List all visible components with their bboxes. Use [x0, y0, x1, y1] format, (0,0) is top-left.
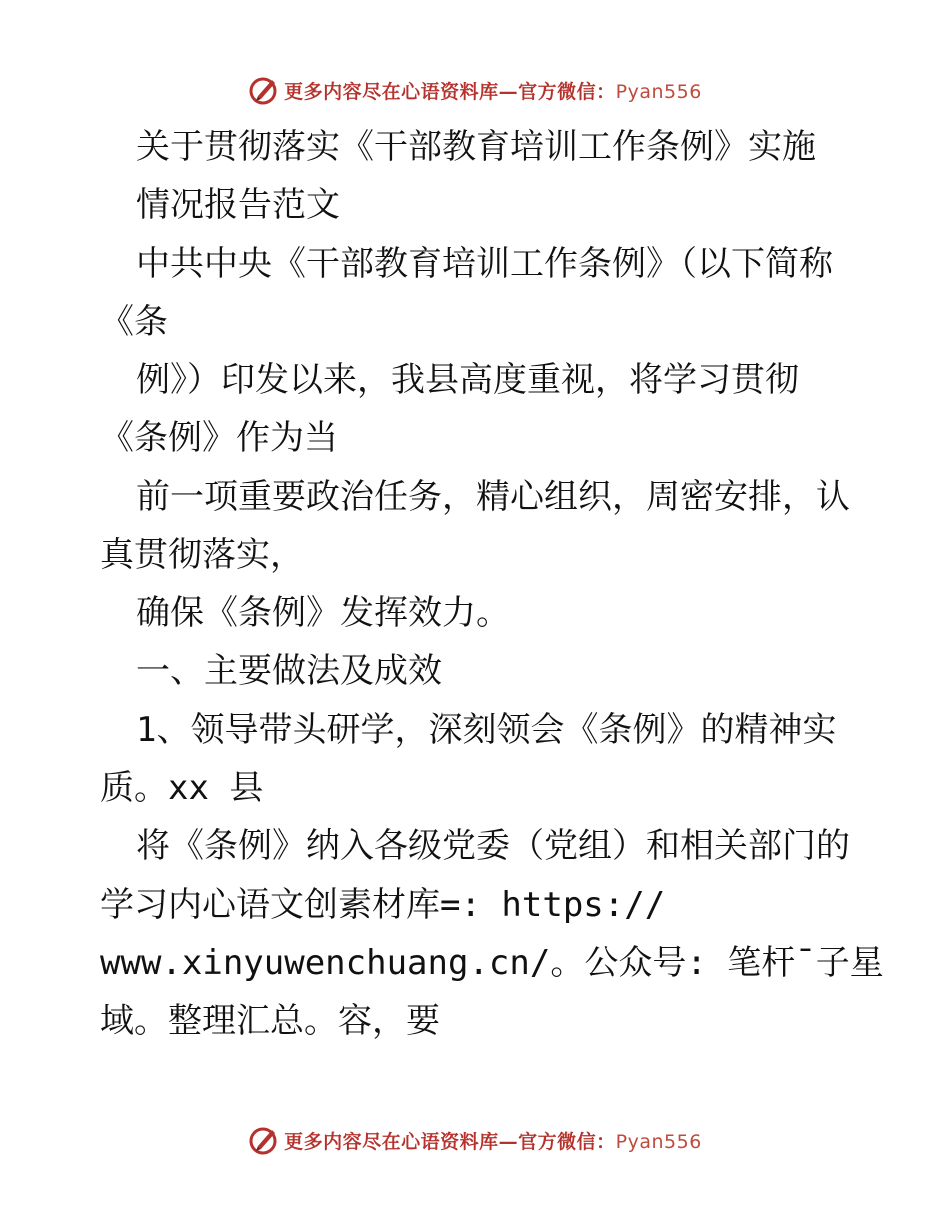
banner-text: 更多内容尽在心语资料库—官方微信：: [284, 80, 616, 103]
text-line: 域。整理汇总。容，要: [100, 1001, 440, 1041]
banner-handle: Pyan556: [615, 80, 702, 103]
text-line: 前一项重要政治任务，精心组织，周密安排，认: [136, 477, 850, 517]
pen-logo-icon: [248, 74, 280, 106]
text-line: www.xinyuwenchuang.cn/。公众号: 笔杆¯子星: [100, 943, 884, 983]
title-line-2: 情况报告范文: [136, 185, 340, 225]
title-line-1: 关于贯彻落实《干部教育培训工作条例》实施: [136, 127, 816, 167]
text-line: 例》）印发以来，我县高度重视，将学习贯彻: [136, 360, 799, 400]
text-line: 中共中央《干部教育培训工作条例》（以下简称: [136, 244, 833, 284]
text-line: 质。xx 县: [100, 768, 264, 808]
text-line: 确保《条例》发挥效力。: [136, 593, 510, 633]
text-line: 真贯彻落实，: [100, 535, 304, 575]
text-line: 将《条例》纳入各级党委（党组）和相关部门的: [136, 826, 850, 866]
banner-handle: Pyan556: [615, 1130, 702, 1153]
header-banner: [0, 70, 950, 110]
pen-logo-icon: [248, 1124, 280, 1156]
section-heading: 一、主要做法及成效: [136, 651, 442, 691]
text-line: 《条例》作为当: [100, 418, 338, 458]
text-line: 1、领导带头研学，深刻领会《条例》的精神实: [136, 710, 837, 750]
text-line: 《条: [100, 302, 168, 342]
banner-text: 更多内容尽在心语资料库—官方微信：: [284, 1130, 616, 1153]
text-line: 学习内心语文创素材库=: https://: [100, 885, 666, 925]
footer-banner: [0, 1120, 950, 1160]
